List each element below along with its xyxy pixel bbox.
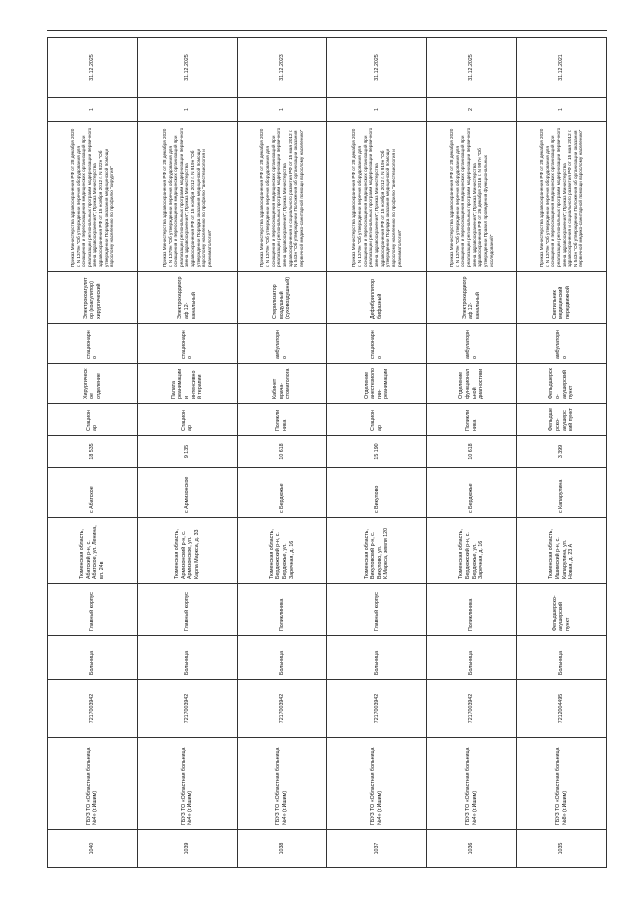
address: Тюменская область, Ишимский р-н, с. Капарулина, ул. Новая, д. 23 А [517,518,607,584]
organization-name: ГБУЗ ТО «Областная больница №4» (г.Ишим) [427,738,517,830]
table-row [427,38,517,868]
settlement: с Абатское [48,468,138,518]
population: 18 535 [48,436,138,468]
due-date: 31.12.2021 [517,38,607,98]
facility-form: Фельдшерско-акушерский пункт [517,404,607,436]
row-number: 1035 [517,830,607,868]
equipment-name: Электрокоагулятор (коагулятор) хирургический [48,272,138,324]
building-name: Главный корпус [327,584,427,636]
organization-name: ГБУЗ ТО «Областная больница №8» (г.Ишим) [517,738,607,830]
row-number: 1040 [48,830,138,868]
facility-form: Стационар [327,404,427,436]
department: Отделение функциональной диагностики [427,364,517,404]
building-name: Поликлиника [427,584,517,636]
top-border-line [47,30,607,31]
table-row [137,38,237,868]
table-row [517,38,607,868]
address: Тюменская область, Абатский р-н, с. Абатское, ул. Ленина, вл. 24в [48,518,138,584]
address: Тюменская область, Бердюжский р-н, с. Бердюжье, ул. Заречная, д. 16 [427,518,517,584]
department: Отделение анестезиологии-реанимации [327,364,427,404]
settlement: с Викулово [327,468,427,518]
row-number: 1039 [137,830,237,868]
equipment-name: Электрокардиограф 12-канальный [427,272,517,324]
unit-type: Больница [327,636,427,680]
table-row [237,38,327,868]
quantity: 1 [137,98,237,122]
regulatory-basis: Приказ Министерства здравоохранения РФ от 28 декабря 2020 г. N 1379н "Об утверждении перечня оборудования для оснащения и переоснащения медицинских организаций при реализации региональных программ модернизации первичного звена здравоохранения"; Приказ Министерства здравоохранения РФ от 15 ноября 2012 г. N 922н "Об утверждении Порядка оказания медицинской помощи взрослому населению по профилю "хирургия" [48,122,138,272]
equipment-name: Светильник медицинский передвижной [517,272,607,324]
care-type: стационарно [327,324,427,364]
inn-code: 7217003942 [237,680,327,738]
row-number: 1037 [327,830,427,868]
settlement: с Капарулина [517,468,607,518]
building-name: Фельдшерско-акушерский пункт [517,584,607,636]
facility-form: Стационар [48,404,138,436]
unit-type: Больница [517,636,607,680]
population: 15 190 [327,436,427,468]
inn-code: 7217003942 [48,680,138,738]
unit-type: Больница [427,636,517,680]
regulatory-basis: Приказ Министерства здравоохранения РФ от 28 декабря 2020 г. N 1379н "Об утверждении перечня оборудования для оснащения и переоснащения медицинских организаций при реализации региональных программ модернизации первичного звена здравоохранения"; Приказ Министерства здравоохранения РФ от 15 ноября 2012 г. N 919н "Об утверждении Порядка оказания медицинской помощи взрослому населению по профилю "анестезиология и реаниматология" [137,122,237,272]
regulatory-basis: Приказ Министерства здравоохранения РФ от 28 декабря 2020 г. N 1379н "Об утверждении перечня оборудования для оснащения и переоснащения медицинских организаций при реализации региональных программ модернизации первичного звена здравоохранения"; Приказ Министерства здравоохранения РФ от 15 ноября 2012 г. N 919н "Об утверждении Порядка оказания медицинской помощи взрослому населению по профилю "анестезиология и реаниматология" [327,122,427,272]
regulatory-basis: Приказ Министерства здравоохранения РФ от 28 декабря 2020 г. N 1379н "Об утверждении перечня оборудования для оснащения и переоснащения медицинских организаций при реализации региональных программ модернизации первичного звена здравоохранения"; Приказ Министерства здравоохранения и социального развития РФ от 15 мая 2012 г. N 543н "Об утверждении Положения об организации оказания первичной медико-санитарной помощи взрослому населению" [237,122,327,272]
inn-code: 7217003942 [427,680,517,738]
population: 9 135 [137,436,237,468]
equipment-table [47,37,607,868]
organization-name: ГБУЗ ТО «Областная больница №4» (г.Ишим) [237,738,327,830]
department: Фельдшерско-акушерский пункт [517,364,607,404]
regulatory-basis: Приказ Министерства здравоохранения РФ от 28 декабря 2020 г. N 1379н "Об утверждении перечня оборудования для оснащения и переоснащения медицинских организаций при реализации региональных программ модернизации первичного звена здравоохранения"; Приказ Министерства здравоохранения РФ от 26 декабря 2016 г. N 997н "Об утверждении Правил проведения функциональных исследований" [427,122,517,272]
due-date: 31.12.2025 [327,38,427,98]
table-row [327,38,427,868]
department: Хирургическое отделение [48,364,138,404]
care-type: стационарно [137,324,237,364]
organization-name: ГБУЗ ТО «Областная больница №4» (г.Ишим) [48,738,138,830]
inn-code: 7217003942 [137,680,237,738]
organization-name: ГБУЗ ТО «Областная больница №4» (г.Ишим) [327,738,427,830]
care-type: стационарно [48,324,138,364]
facility-form: Стационар [137,404,237,436]
facility-form: Поликлиника [237,404,327,436]
table-row [48,38,138,868]
settlement: с Бердюжье [427,468,517,518]
department: Кабинет врача-стоматолога [237,364,327,404]
facility-form: Поликлиника [427,404,517,436]
population: 10 618 [237,436,327,468]
organization-name: ГБУЗ ТО «Областная больница №4» (г.Ишим) [137,738,237,830]
unit-type: Больница [137,636,237,680]
rotated-table-wrapper [47,38,607,868]
regulatory-basis: Приказ Министерства здравоохранения РФ от 28 декабря 2020 г. N 1379н "Об утверждении перечня оборудования для оснащения и переоснащения медицинских организаций при реализации региональных программ модернизации первичного звена здравоохранения"; Приказ Министерства здравоохранения и социального развития РФ от 15 мая 2012 г. N 543н "Об утверждении Положения об организации оказания первичной медико-санитарной помощи взрослому населению" [517,122,607,272]
due-date: 31.12.2025 [48,38,138,98]
equipment-name: Электрокардиограф 12-канальный [137,272,237,324]
row-number: 1038 [237,830,327,868]
quantity: 1 [327,98,427,122]
building-name: Главный корпус [137,584,237,636]
care-type: амбулаторно [517,324,607,364]
address: Тюменская область, Викуловский р-н, с. Викулово, ул. К.Маркса, земля 120 [327,518,427,584]
unit-type: Больница [237,636,327,680]
due-date: 31.12.2023 [237,38,327,98]
quantity: 1 [48,98,138,122]
due-date: 31.12.2025 [427,38,517,98]
inn-code: 7212004495 [517,680,607,738]
care-type: амбулаторно [237,324,327,364]
equipment-name: Дефибриллятор бифазный [327,272,427,324]
settlement: с Бердюжье [237,468,327,518]
row-number: 1036 [427,830,517,868]
address: Тюменская область, Армизонский р-н, с. Армизонское, ул. Карла Маркса, д. 33 [137,518,237,584]
building-name: Поликлиника [237,584,327,636]
quantity: 2 [427,98,517,122]
inn-code: 7217003942 [327,680,427,738]
unit-type: Больница [48,636,138,680]
due-date: 31.12.2025 [137,38,237,98]
quantity: 1 [517,98,607,122]
care-type: амбулаторно [427,324,517,364]
population: 10 618 [427,436,517,468]
department: Палата реанимации и интенсивной терапии [137,364,237,404]
population: 3 399 [517,436,607,468]
equipment-name: Стерилизатор воздушный (суховоздушный) [237,272,327,324]
building-name: Главный корпус [48,584,138,636]
settlement: с Армизонское [137,468,237,518]
address: Тюменская область, Бердюжский р-н, с. Бердюжье, ул. Заречная, д. 16 [237,518,327,584]
quantity: 1 [237,98,327,122]
